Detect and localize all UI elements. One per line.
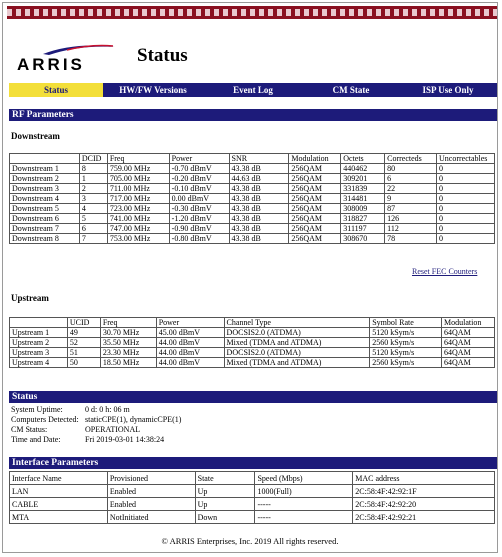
- table-cell: 759.00 MHz: [107, 164, 169, 174]
- table-header-cell: DCID: [79, 154, 107, 164]
- table-header-cell: Interface Name: [10, 472, 108, 485]
- table-cell: Down: [195, 511, 255, 524]
- downstream-table: [9, 153, 495, 244]
- table-cell: 6: [79, 224, 107, 234]
- table-cell: 0: [437, 204, 495, 214]
- table-cell: 87: [385, 204, 437, 214]
- table-header-row: [10, 472, 495, 485]
- table-cell: 0: [437, 194, 495, 204]
- table-header-cell: Freq: [107, 154, 169, 164]
- main-nav: [9, 83, 497, 97]
- table-cell: 2560 kSym/s: [370, 338, 442, 348]
- table-cell: 43.38 dB: [229, 234, 289, 244]
- table-cell: 311197: [341, 224, 385, 234]
- table-header-cell: Speed (Mbps): [255, 472, 353, 485]
- table-cell: 256QAM: [289, 234, 341, 244]
- table-cell: Mixed (TDMA and ATDMA): [224, 358, 370, 368]
- table-header-cell: Modulation: [289, 154, 341, 164]
- table-cell: 9: [385, 194, 437, 204]
- page-title: Status: [137, 45, 188, 66]
- interface-parameters-header: Interface Parameters: [9, 457, 497, 469]
- table-cell: 44.00 dBmV: [156, 358, 224, 368]
- table-cell: -0.20 dBmV: [169, 174, 229, 184]
- table-cell: 8: [79, 164, 107, 174]
- table-cell: 78: [385, 234, 437, 244]
- table-cell: 44.00 dBmV: [156, 338, 224, 348]
- table-cell: 64QAM: [442, 348, 495, 358]
- table-cell: -1.20 dBmV: [169, 214, 229, 224]
- table-row: [10, 184, 495, 194]
- tab-status[interactable]: Status: [9, 83, 103, 97]
- table-cell: Downstream 4: [10, 194, 80, 204]
- table-header-row: [10, 318, 495, 328]
- table-row: [10, 224, 495, 234]
- table-cell: 308670: [341, 234, 385, 244]
- table-cell: 5120 kSym/s: [370, 328, 442, 338]
- table-cell: Upstream 4: [10, 358, 68, 368]
- status-item: [11, 435, 311, 445]
- table-header-cell: [10, 154, 80, 164]
- table-cell: 747.00 MHz: [107, 224, 169, 234]
- tab-event-log[interactable]: Event Log: [233, 85, 273, 95]
- table-cell: 1000(Full): [255, 485, 353, 498]
- table-row: [10, 511, 495, 524]
- table-cell: -----: [255, 498, 353, 511]
- table-cell: 308009: [341, 204, 385, 214]
- status-section-header: Status: [9, 391, 497, 403]
- table-cell: 30.70 MHz: [100, 328, 156, 338]
- upstream-table: [9, 317, 495, 368]
- table-cell: 44.00 dBmV: [156, 348, 224, 358]
- status-label: Time and Date:: [11, 435, 61, 444]
- status-value: 0 d: 0 h: 06 m: [85, 405, 130, 414]
- table-cell: 0: [437, 234, 495, 244]
- table-cell: Downstream 5: [10, 204, 80, 214]
- table-cell: 5: [79, 214, 107, 224]
- table-cell: Up: [195, 498, 255, 511]
- table-cell: 2: [79, 184, 107, 194]
- table-cell: 45.00 dBmV: [156, 328, 224, 338]
- tab-isp-use-only[interactable]: ISP Use Only: [422, 85, 474, 95]
- table-cell: 35.50 MHz: [100, 338, 156, 348]
- table-cell: DOCSIS2.0 (ATDMA): [224, 348, 370, 358]
- table-cell: 753.00 MHz: [107, 234, 169, 244]
- table-cell: 126: [385, 214, 437, 224]
- table-cell: Downstream 6: [10, 214, 80, 224]
- table-cell: -0.30 dBmV: [169, 204, 229, 214]
- table-cell: 331839: [341, 184, 385, 194]
- table-cell: 256QAM: [289, 194, 341, 204]
- logo-wordmark: ARRIS: [17, 55, 85, 73]
- table-header-row: [10, 154, 495, 164]
- tab-hw-fw-versions[interactable]: HW/FW Versions: [119, 85, 187, 95]
- table-cell: Up: [195, 485, 255, 498]
- reset-fec-counters-link[interactable]: Reset FEC Counters: [412, 267, 478, 276]
- table-cell: NotInitiated: [107, 511, 195, 524]
- table-cell: 256QAM: [289, 224, 341, 234]
- table-header-cell: UCID: [67, 318, 100, 328]
- table-header-cell: Channel Type: [224, 318, 370, 328]
- table-cell: 5120 kSym/s: [370, 348, 442, 358]
- table-header-cell: SNR: [229, 154, 289, 164]
- table-row: [10, 204, 495, 214]
- table-cell: 51: [67, 348, 100, 358]
- table-cell: -0.70 dBmV: [169, 164, 229, 174]
- table-cell: 7: [79, 234, 107, 244]
- status-item: [11, 415, 311, 425]
- downstream-heading: Downstream: [11, 131, 60, 141]
- table-row: [10, 234, 495, 244]
- table-row: [10, 194, 495, 204]
- table-row: [10, 214, 495, 224]
- table-cell: 0: [437, 214, 495, 224]
- interface-table: [9, 471, 495, 524]
- table-cell: 2560 kSym/s: [370, 358, 442, 368]
- table-header-cell: Provisioned: [107, 472, 195, 485]
- table-header-cell: MAC address: [353, 472, 495, 485]
- table-cell: 2C:58:4F:42:92:21: [353, 511, 495, 524]
- table-header-cell: Uncorrectables: [437, 154, 495, 164]
- table-row: [10, 338, 495, 348]
- table-cell: 43.38 dB: [229, 194, 289, 204]
- rf-parameters-header: RF Parameters: [9, 109, 497, 121]
- arris-logo: [15, 41, 119, 73]
- table-row: [10, 328, 495, 338]
- table-header-cell: [10, 318, 68, 328]
- table-header-cell: Octets: [341, 154, 385, 164]
- table-cell: 0: [437, 174, 495, 184]
- status-label: CM Status:: [11, 425, 48, 434]
- table-cell: 705.00 MHz: [107, 174, 169, 184]
- status-value: OPERATIONAL: [85, 425, 141, 434]
- table-cell: 43.38 dB: [229, 204, 289, 214]
- table-cell: Downstream 3: [10, 184, 80, 194]
- status-item: [11, 405, 311, 415]
- table-cell: 309201: [341, 174, 385, 184]
- table-cell: LAN: [10, 485, 108, 498]
- table-cell: 723.00 MHz: [107, 204, 169, 214]
- table-cell: Downstream 2: [10, 174, 80, 184]
- status-value: staticCPE(1), dynamicCPE(1): [85, 415, 182, 424]
- table-header-cell: Correcteds: [385, 154, 437, 164]
- status-item: [11, 425, 311, 435]
- upstream-heading: Upstream: [11, 293, 49, 303]
- table-row: [10, 485, 495, 498]
- table-cell: -----: [255, 511, 353, 524]
- table-cell: 49: [67, 328, 100, 338]
- table-header-cell: Power: [169, 154, 229, 164]
- table-cell: 80: [385, 164, 437, 174]
- table-cell: 256QAM: [289, 174, 341, 184]
- table-row: [10, 498, 495, 511]
- table-cell: 711.00 MHz: [107, 184, 169, 194]
- table-cell: 741.00 MHz: [107, 214, 169, 224]
- table-cell: 2C:58:4F:42:92:20: [353, 498, 495, 511]
- table-header-cell: Modulation: [442, 318, 495, 328]
- table-cell: 0: [437, 224, 495, 234]
- table-cell: Enabled: [107, 485, 195, 498]
- table-cell: Enabled: [107, 498, 195, 511]
- table-cell: 1: [79, 174, 107, 184]
- table-cell: -0.10 dBmV: [169, 184, 229, 194]
- table-cell: DOCSIS2.0 (ATDMA): [224, 328, 370, 338]
- copyright-footer: © ARRIS Enterprises, Inc. 2019 All rights reserved.: [161, 536, 339, 546]
- table-cell: 0: [437, 184, 495, 194]
- table-cell: 440462: [341, 164, 385, 174]
- table-cell: 64QAM: [442, 338, 495, 348]
- table-cell: Upstream 3: [10, 348, 68, 358]
- table-cell: -0.90 dBmV: [169, 224, 229, 234]
- table-cell: Upstream 1: [10, 328, 68, 338]
- table-cell: 52: [67, 338, 100, 348]
- decorative-top-banner: [7, 6, 497, 19]
- table-cell: 3: [79, 194, 107, 204]
- table-cell: 314481: [341, 194, 385, 204]
- table-cell: 0.00 dBmV: [169, 194, 229, 204]
- table-row: [10, 164, 495, 174]
- tab-cm-state[interactable]: CM State: [332, 85, 370, 95]
- table-cell: Downstream 1: [10, 164, 80, 174]
- table-cell: MTA: [10, 511, 108, 524]
- table-cell: 318827: [341, 214, 385, 224]
- table-cell: 4: [79, 204, 107, 214]
- table-cell: 43.38 dB: [229, 214, 289, 224]
- table-cell: 256QAM: [289, 204, 341, 214]
- table-cell: 717.00 MHz: [107, 194, 169, 204]
- table-cell: 64QAM: [442, 358, 495, 368]
- table-cell: -0.80 dBmV: [169, 234, 229, 244]
- table-cell: 256QAM: [289, 164, 341, 174]
- table-cell: 64QAM: [442, 328, 495, 338]
- table-header-cell: State: [195, 472, 255, 485]
- table-cell: 2C:58:4F:42:92:1F: [353, 485, 495, 498]
- table-cell: 43.38 dB: [229, 224, 289, 234]
- table-cell: 43.38 dB: [229, 184, 289, 194]
- status-value: Fri 2019-03-01 14:38:24: [85, 435, 165, 444]
- table-header-cell: Power: [156, 318, 224, 328]
- table-cell: 22: [385, 184, 437, 194]
- table-row: [10, 348, 495, 358]
- table-row: [10, 174, 495, 184]
- table-cell: Upstream 2: [10, 338, 68, 348]
- table-cell: 23.30 MHz: [100, 348, 156, 358]
- table-cell: 6: [385, 174, 437, 184]
- table-cell: 112: [385, 224, 437, 234]
- page-frame: [2, 2, 498, 553]
- table-cell: Downstream 7: [10, 224, 80, 234]
- table-header-cell: Symbol Rate: [370, 318, 442, 328]
- table-cell: 44.63 dB: [229, 174, 289, 184]
- table-cell: 43.38 dB: [229, 164, 289, 174]
- status-label: System Uptime:: [11, 405, 63, 414]
- table-cell: Mixed (TDMA and ATDMA): [224, 338, 370, 348]
- table-cell: Downstream 8: [10, 234, 80, 244]
- status-label: Computers Detected:: [11, 415, 79, 424]
- table-row: [10, 358, 495, 368]
- table-cell: 256QAM: [289, 214, 341, 224]
- table-cell: 50: [67, 358, 100, 368]
- table-header-cell: Freq: [100, 318, 156, 328]
- table-cell: 256QAM: [289, 184, 341, 194]
- table-cell: CABLE: [10, 498, 108, 511]
- table-cell: 0: [437, 164, 495, 174]
- table-cell: 18.50 MHz: [100, 358, 156, 368]
